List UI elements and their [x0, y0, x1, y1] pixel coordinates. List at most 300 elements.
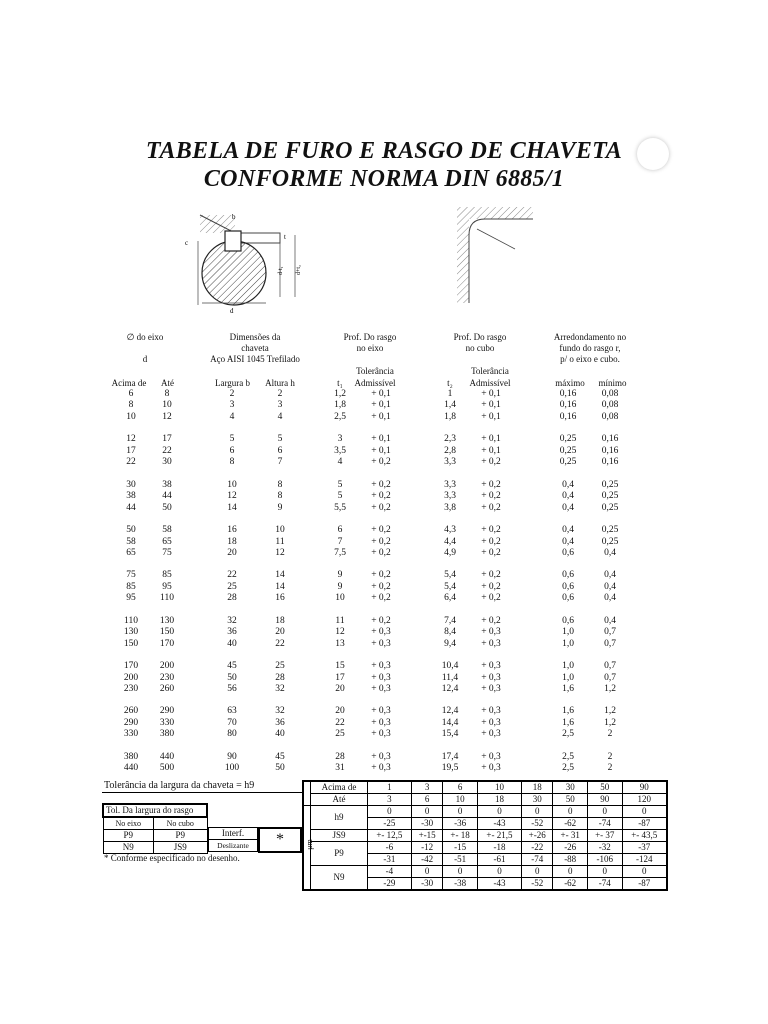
p9-value: -22 [522, 842, 553, 854]
js9-value: +- 12,5 [367, 830, 411, 842]
cell-rmax: 0,6 [562, 593, 574, 604]
cell-width: 10 [227, 479, 237, 490]
h9-value: -62 [553, 818, 588, 830]
cell-t1: 1,2 [334, 389, 346, 399]
header-tol2b: Admissível [469, 378, 511, 388]
header-key-dims-2: chaveta [241, 343, 269, 353]
cell-width: 56 [227, 684, 237, 694]
cell-t2: 5,4 [444, 570, 456, 581]
cell-tol2: + 0,3 [481, 706, 501, 717]
cell-width: 3 [229, 400, 235, 411]
fit-sliding: Deslizante [209, 840, 258, 852]
cell-upto: 17 [162, 434, 172, 445]
header-t1: t₁ [337, 378, 343, 388]
cell-tol1: + 0,2 [371, 525, 391, 536]
cell-rmin: 0,08 [601, 411, 619, 422]
cell-t2: 7,4 [444, 615, 456, 626]
above-value: 6 [443, 781, 478, 794]
cell-rmin: 2 [607, 729, 613, 740]
cell-above: 6 [128, 389, 134, 399]
cell-width: 32 [227, 615, 237, 626]
cell-tol2: + 0,3 [481, 729, 501, 740]
header-depth-shaft-2: no eixo [356, 343, 384, 353]
n9-value: 0 [477, 866, 521, 878]
cell-t2: 11,4 [441, 672, 459, 683]
cell-height: 11 [275, 536, 285, 547]
js9-value: +- 21,5 [477, 830, 521, 842]
cell-height: 7 [277, 457, 283, 468]
cell-t1: 5 [337, 491, 343, 502]
cell-rmin: 0,4 [604, 581, 616, 592]
js9-label: JS9 [311, 830, 367, 842]
col-hub: No cubo [154, 817, 207, 830]
header-key-dims-3: Aço AISI 1045 Trefilado [210, 354, 300, 364]
cell-rmax: 0,4 [562, 536, 574, 547]
upto-label: Até [311, 794, 367, 806]
cell-rmin: 0,7 [604, 661, 616, 672]
cell-rmin: 0,4 [604, 615, 616, 626]
cell-tol2: + 0,3 [481, 717, 501, 728]
cell-width: 70 [227, 717, 237, 728]
cell-height: 20 [275, 627, 285, 638]
page-title: TABELA DE FURO E RASGO DE CHAVETA [145, 138, 623, 164]
cell-t2: 1,4 [444, 400, 456, 411]
cell-upto: 130 [159, 615, 175, 626]
cell-above: 290 [123, 717, 139, 728]
cell-tol1: + 0,3 [371, 751, 391, 762]
cell-tol1: + 0,2 [371, 615, 391, 626]
cell-above: 85 [126, 581, 136, 592]
cell-tol2: + 0,1 [481, 434, 501, 445]
cell-tol2: + 0,2 [481, 547, 501, 558]
p9-value: -106 [587, 854, 622, 866]
cell-tol2: + 0,3 [481, 763, 501, 774]
micrometer-unit: μm [304, 839, 314, 850]
cell-tol1: + 0,2 [371, 581, 391, 592]
cell-rmax: 2,5 [562, 729, 574, 740]
n9-value: 0 [411, 866, 442, 878]
above-value: 1 [367, 781, 411, 794]
cell-rmin: 1,2 [604, 684, 616, 694]
cell-tol1: + 0,2 [371, 479, 391, 490]
h9-value: 0 [367, 806, 411, 818]
h9-value: 0 [587, 806, 622, 818]
cell-above: 260 [123, 706, 139, 717]
cell-t2: 1 [447, 389, 453, 399]
cell-tol1: + 0,1 [371, 434, 391, 445]
cell-t1: 20 [335, 684, 345, 694]
cell-tol2: + 0,2 [481, 491, 501, 502]
upto-value: 3 [367, 794, 411, 806]
cell-t2: 19,5 [441, 763, 459, 774]
footnote: * Conforme especificado no desenho. [104, 853, 240, 863]
p9-value: -26 [553, 842, 588, 854]
cell-above: 110 [124, 615, 138, 626]
cell-t2: 10,4 [441, 661, 459, 672]
shaft-key-diagram [170, 205, 320, 315]
header-shaft-d: d [142, 354, 148, 364]
cell-rmin: 0,25 [601, 536, 619, 547]
cell-tol1: + 0,3 [371, 661, 391, 672]
cell-width: 90 [227, 751, 237, 762]
p9-value: -42 [411, 854, 442, 866]
cell-rmin: 0,16 [601, 457, 619, 468]
p9-hub: P9 [154, 830, 207, 842]
cell-tol2: + 0,1 [481, 411, 501, 422]
cell-width: 22 [227, 570, 237, 581]
upto-value: 90 [587, 794, 622, 806]
cell-upto: 12 [162, 411, 172, 422]
js9-value: +- 43,5 [622, 830, 667, 842]
h9-label: h9 [311, 806, 367, 830]
cell-tol2: + 0,3 [481, 751, 501, 762]
js9-value: +-26 [522, 830, 553, 842]
cell-t2: 3,3 [444, 479, 456, 490]
cell-t2: 8,4 [444, 627, 456, 638]
cell-height: 22 [275, 638, 285, 649]
cell-height: 2 [277, 389, 283, 399]
cell-rmax: 0,6 [562, 615, 574, 626]
p9-value: -124 [622, 854, 667, 866]
n9-value: -87 [622, 878, 667, 891]
cell-t2: 1,8 [444, 411, 456, 422]
cell-upto: 50 [162, 502, 172, 513]
tolerance-values-table [302, 780, 668, 891]
cell-t1: 9 [337, 570, 343, 581]
n9-value: -52 [522, 878, 553, 891]
cell-tol2: + 0,2 [481, 593, 501, 604]
header-round-1: Arredondamento no [553, 332, 627, 342]
cell-tol1: + 0,3 [371, 706, 391, 717]
cell-t2: 2,3 [444, 434, 456, 445]
cell-height: 40 [275, 729, 285, 740]
cell-rmax: 1,6 [562, 717, 574, 728]
cell-rmin: 0,25 [601, 491, 619, 502]
cell-tol1: + 0,2 [371, 547, 391, 558]
label-d-t2: d+t₂ [296, 264, 302, 275]
cell-rmin: 0,25 [601, 502, 619, 513]
cell-upto: 170 [159, 638, 175, 649]
above-value: 30 [553, 781, 588, 794]
cell-width: 16 [227, 525, 237, 536]
header-key-dims-1: Dimensões da [229, 332, 281, 342]
cell-above: 75 [126, 570, 136, 581]
above-value: 10 [477, 781, 521, 794]
cell-t1: 25 [335, 729, 345, 740]
cell-tol2: + 0,1 [481, 400, 501, 411]
h9-value: -74 [587, 818, 622, 830]
star-box [258, 827, 302, 853]
cell-t1: 9 [337, 581, 343, 592]
header-shaft-diam: ∅ do eixo [126, 332, 164, 342]
cell-rmin: 0,08 [601, 400, 619, 411]
cell-above: 330 [123, 729, 139, 740]
cell-t1: 31 [335, 763, 345, 774]
n9-value: 0 [443, 866, 478, 878]
cell-tol1: + 0,2 [371, 593, 391, 604]
cell-t2: 15,4 [441, 729, 459, 740]
cell-t1: 20 [335, 706, 345, 717]
cell-upto: 58 [162, 525, 172, 536]
cell-height: 36 [275, 717, 285, 728]
cell-tol1: + 0,1 [371, 445, 391, 456]
cell-rmax: 1,6 [562, 706, 574, 717]
above-value: 3 [411, 781, 442, 794]
h9-value: 0 [553, 806, 588, 818]
cell-rmax: 0,4 [562, 479, 574, 490]
cell-above: 17 [126, 445, 136, 456]
label-b: b [232, 213, 236, 221]
cell-width: 80 [227, 729, 237, 740]
cell-upto: 75 [162, 547, 172, 558]
cell-upto: 290 [159, 706, 175, 717]
p9-value: -18 [477, 842, 521, 854]
cell-rmin: 1,2 [604, 717, 616, 728]
cell-t1: 6 [337, 525, 343, 536]
cell-t2: 6,4 [444, 593, 456, 604]
header-above: Acima de [111, 378, 147, 388]
cell-upto: 10 [162, 400, 172, 411]
upto-value: 120 [622, 794, 667, 806]
cell-upto: 44 [162, 491, 172, 502]
header-min: mínimo [598, 378, 627, 388]
cell-rmax: 1,6 [562, 684, 574, 694]
cell-t2: 3,3 [444, 457, 456, 468]
cell-upto: 22 [162, 445, 172, 456]
p9-value: -12 [411, 842, 442, 854]
cell-t2: 14,4 [441, 717, 459, 728]
n9-value: 0 [622, 866, 667, 878]
cell-width: 40 [227, 638, 237, 649]
cell-above: 30 [126, 479, 136, 490]
cell-height: 8 [277, 491, 283, 502]
cell-tol1: + 0,1 [371, 400, 391, 411]
cell-width: 4 [229, 411, 235, 422]
cell-height: 45 [275, 751, 285, 762]
cell-width: 8 [229, 457, 235, 468]
cell-upto: 380 [159, 729, 175, 740]
p9-value: -51 [443, 854, 478, 866]
h9-value: -52 [522, 818, 553, 830]
unit-cell [303, 781, 311, 806]
cell-rmax: 2,5 [562, 763, 574, 774]
cell-t1: 13 [335, 638, 345, 649]
fit-interference: Interf. [209, 828, 258, 840]
cell-tol1: + 0,3 [371, 729, 391, 740]
cell-rmax: 0,4 [562, 491, 574, 502]
cell-above: 44 [126, 502, 136, 513]
p9-value: -74 [522, 854, 553, 866]
cell-t1: 5 [337, 479, 343, 490]
h9-value: 0 [622, 806, 667, 818]
cell-upto: 85 [162, 570, 172, 581]
cell-above: 230 [123, 684, 139, 694]
h9-value: 0 [522, 806, 553, 818]
star-mark: * [276, 831, 284, 848]
cell-width: 2 [229, 389, 235, 399]
cell-above: 150 [123, 638, 139, 649]
cell-t1: 15 [335, 661, 345, 672]
cell-above: 200 [123, 672, 139, 683]
cell-tol2: + 0,2 [481, 581, 501, 592]
n9-value: -4 [367, 866, 411, 878]
slot-tolerance-table [102, 803, 208, 854]
cell-t2: 5,4 [444, 581, 456, 592]
cell-rmax: 0,6 [562, 570, 574, 581]
cell-above: 95 [126, 593, 136, 604]
cell-height: 14 [275, 581, 285, 592]
cell-tol1: + 0,3 [371, 638, 391, 649]
cell-t2: 12,4 [441, 684, 459, 694]
cell-t1: 3,5 [334, 445, 346, 456]
js9-value: +- 18 [443, 830, 478, 842]
cell-tol2: + 0,1 [481, 445, 501, 456]
circle-decoration [637, 138, 669, 170]
cell-tol1: + 0,2 [371, 536, 391, 547]
fit-type-table [208, 827, 258, 852]
cell-tol2: + 0,2 [481, 525, 501, 536]
upto-value: 30 [522, 794, 553, 806]
above-label: Acima de [311, 781, 367, 794]
upto-value: 18 [477, 794, 521, 806]
above-value: 90 [622, 781, 667, 794]
header-upto: Até [161, 378, 174, 388]
width-tolerance-note: Tolerância da largura da chaveta = h9 [104, 780, 255, 791]
label-t: t [284, 233, 286, 241]
cell-t1: 10 [335, 593, 345, 604]
cell-t1: 11 [335, 615, 345, 626]
cell-t1: 7,5 [334, 547, 346, 558]
cell-above: 58 [126, 536, 136, 547]
upto-value: 10 [443, 794, 478, 806]
header-depth-shaft-1: Prof. Do rasgo [343, 332, 397, 342]
cell-height: 18 [275, 615, 285, 626]
slot-tol-title: Tol. Da largura do rasgo [103, 804, 207, 817]
cell-above: 440 [123, 763, 139, 774]
n9-value: -74 [587, 878, 622, 891]
h9-value: -36 [443, 818, 478, 830]
p9-value: -32 [587, 842, 622, 854]
js9-value: +- 31 [553, 830, 588, 842]
cell-above: 130 [123, 627, 139, 638]
above-value: 50 [587, 781, 622, 794]
cell-width: 50 [227, 672, 237, 683]
cell-rmin: 0,4 [604, 547, 616, 558]
cell-t2: 4,3 [444, 525, 456, 536]
cell-height: 25 [275, 661, 285, 672]
cell-rmin: 0,16 [601, 434, 619, 445]
cell-rmin: 0,7 [604, 672, 616, 683]
cell-rmin: 0,4 [604, 593, 616, 604]
cell-height: 16 [275, 593, 285, 604]
cell-upto: 8 [164, 389, 170, 399]
cell-tol1: + 0,2 [371, 491, 391, 502]
p9-value: -6 [367, 842, 411, 854]
p9-value: -37 [622, 842, 667, 854]
cell-rmax: 1,0 [562, 638, 574, 649]
cell-height: 4 [277, 411, 283, 422]
cell-tol1: + 0,3 [371, 684, 391, 694]
cell-tol2: + 0,3 [481, 627, 501, 638]
h9-value: -87 [622, 818, 667, 830]
h9-value: 0 [477, 806, 521, 818]
cell-t2: 9,4 [444, 638, 456, 649]
cell-height: 32 [275, 684, 285, 694]
cell-tol2: + 0,3 [481, 672, 501, 683]
cell-upto: 95 [162, 581, 172, 592]
cell-width: 25 [227, 581, 237, 592]
cell-t1: 12 [335, 627, 345, 638]
cell-tol2: + 0,2 [481, 479, 501, 490]
cell-height: 9 [277, 502, 283, 513]
cell-tol1: + 0,2 [371, 457, 391, 468]
page-subtitle: CONFORME NORMA DIN 6885/1 [203, 166, 565, 192]
upto-value: 50 [553, 794, 588, 806]
h9-value: -30 [411, 818, 442, 830]
n9-value: 0 [553, 866, 588, 878]
cell-tol2: + 0,2 [481, 502, 501, 513]
cell-t1: 7 [337, 536, 343, 547]
cell-rmin: 2 [607, 751, 613, 762]
cell-t2: 17,4 [441, 751, 459, 762]
corner-radius-diagram [455, 205, 535, 305]
cell-tol2: + 0,2 [481, 457, 501, 468]
cell-tol1: + 0,3 [371, 763, 391, 774]
p9-shaft: P9 [103, 830, 154, 842]
cell-above: 65 [126, 547, 136, 558]
cell-height: 14 [275, 570, 285, 581]
cell-upto: 440 [159, 751, 175, 762]
n9-label: N9 [311, 866, 367, 891]
cell-rmax: 0,6 [562, 581, 574, 592]
cell-upto: 150 [159, 627, 175, 638]
p9-value: -31 [367, 854, 411, 866]
cell-height: 5 [277, 434, 283, 445]
cell-rmin: 0,16 [601, 445, 619, 456]
header-depth-hub-1: Prof. Do rasgo [453, 332, 507, 342]
cell-tol2: + 0,2 [481, 570, 501, 581]
cell-tol2: + 0,1 [481, 389, 501, 399]
cell-height: 50 [275, 763, 285, 774]
cell-height: 28 [275, 672, 285, 683]
cell-upto: 230 [159, 672, 175, 683]
cell-width: 28 [227, 593, 237, 604]
cell-rmin: 0,7 [604, 638, 616, 649]
header-tol1b: Admissível [354, 378, 396, 388]
cell-height: 10 [275, 525, 285, 536]
cell-tol1: + 0,2 [371, 570, 391, 581]
cell-rmax: 1,0 [562, 672, 574, 683]
cell-width: 14 [227, 502, 237, 513]
cell-above: 10 [126, 411, 136, 422]
cell-rmin: 0,25 [601, 479, 619, 490]
cell-width: 20 [227, 547, 237, 558]
cell-rmax: 1,0 [562, 661, 574, 672]
cell-upto: 500 [159, 763, 175, 774]
cell-tol1: + 0,1 [371, 389, 391, 399]
cell-above: 380 [123, 751, 139, 762]
cell-tol1: + 0,3 [371, 717, 391, 728]
cell-height: 6 [277, 445, 283, 456]
cell-width: 36 [227, 627, 237, 638]
cell-rmax: 0,16 [559, 411, 577, 422]
cell-rmin: 0,7 [604, 627, 616, 638]
cell-width: 63 [227, 706, 237, 717]
cell-height: 32 [275, 706, 285, 717]
cell-t2: 2,8 [444, 445, 456, 456]
n9-value: -30 [411, 878, 442, 891]
cell-rmin: 0,08 [601, 389, 619, 399]
